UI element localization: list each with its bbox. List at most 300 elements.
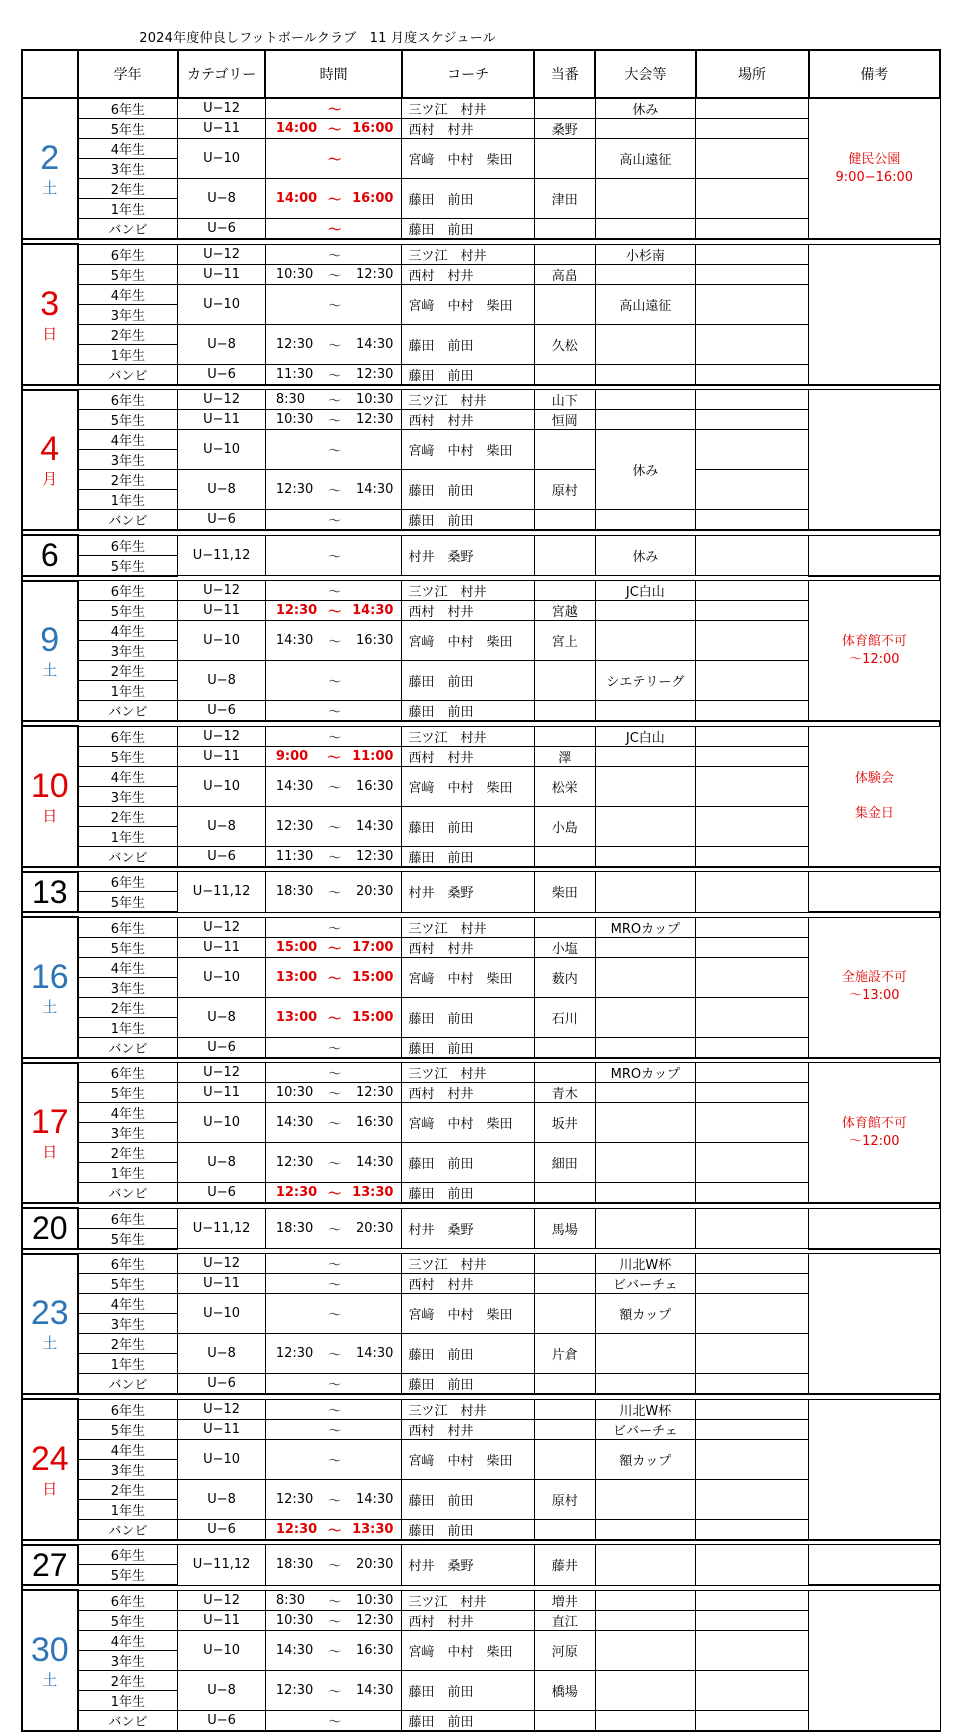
place-cell: [696, 806, 809, 846]
event-cell: [595, 937, 695, 957]
schedule-row: [22, 244, 940, 264]
schedule-row: [22, 1630, 940, 1650]
duty-cell: [534, 1274, 595, 1294]
duty-cell: 久松: [534, 324, 595, 364]
day-number: 4: [40, 430, 60, 469]
notes-cell: [809, 1208, 940, 1249]
event-cell: [595, 390, 695, 410]
event-cell: 高山遠征: [595, 284, 695, 324]
notes-cell: [809, 1063, 940, 1204]
time-cell: [265, 621, 402, 661]
time-cell: [265, 98, 402, 119]
tilde-separator: 〜: [328, 780, 342, 796]
grade-cell: 6年生: [78, 1208, 178, 1228]
duty-cell: 原村: [534, 1479, 595, 1519]
place-cell: [696, 937, 809, 957]
event-cell: [595, 1479, 695, 1519]
grade-cell: 6年生: [78, 535, 178, 555]
category-cell: U−12: [178, 98, 266, 119]
start-time: 14:30: [275, 778, 314, 794]
event-cell: [595, 179, 695, 219]
time-cell: [265, 1037, 402, 1058]
tilde-separator: 〜: [328, 444, 342, 459]
grade-cell: 2年生: [78, 179, 178, 199]
time-cell: [265, 997, 402, 1037]
time-cell: [265, 937, 402, 957]
grade-cell: 6年生: [78, 726, 178, 746]
time-cell: [265, 806, 402, 846]
coach-cell: 三ツ江 村井: [402, 581, 534, 601]
day-cell: [22, 1399, 78, 1540]
category-cell: U−6: [178, 1374, 266, 1395]
tilde-separator: 〜: [328, 820, 342, 836]
tilde-separator: 〜: [328, 1308, 342, 1323]
category-cell: U−6: [178, 1183, 266, 1204]
tilde-separator: 〜: [328, 414, 342, 429]
place-cell: [696, 1143, 809, 1183]
grade-cell: 5年生: [78, 746, 178, 766]
start-time: 14:30: [275, 633, 314, 648]
schedule-row: [22, 1183, 940, 1204]
duty-cell: 松栄: [534, 766, 595, 806]
coach-cell: 宮﨑 中村 柴田: [402, 957, 534, 997]
event-cell: [595, 1037, 695, 1058]
schedule-row: [22, 1254, 940, 1274]
end-time: 14:30: [355, 336, 394, 352]
place-cell: [696, 1063, 809, 1083]
duty-cell: [534, 846, 595, 867]
tilde-separator: 〜: [328, 368, 342, 384]
place-cell: [696, 1183, 809, 1204]
place-cell: [696, 872, 809, 913]
category-cell: U−11: [178, 746, 266, 766]
place-cell: [696, 1083, 809, 1103]
schedule-body: [22, 98, 940, 1731]
end-time: 16:30: [355, 1115, 394, 1130]
category-cell: U−10: [178, 284, 266, 324]
end-time: 13:30: [352, 1185, 394, 1200]
schedule-row: [22, 284, 940, 304]
duty-cell: 青木: [534, 1083, 595, 1103]
coach-cell: 西村 村井: [402, 601, 534, 621]
tilde-separator: 〜: [328, 1614, 342, 1630]
category-cell: U−8: [178, 1143, 266, 1183]
event-cell: シエテリーグ: [595, 661, 695, 701]
coach-cell: 三ツ江 村井: [402, 1399, 534, 1419]
place-cell: [696, 470, 809, 510]
event-cell: [595, 324, 695, 364]
schedule-row: [22, 364, 940, 385]
coach-cell: 三ツ江 村井: [402, 244, 534, 264]
duty-cell: [534, 701, 595, 722]
category-cell: U−11,12: [178, 535, 266, 576]
grade-cell: 2年生: [78, 1143, 178, 1163]
grade-cell: 1年生: [78, 1499, 178, 1519]
schedule-row: [22, 601, 940, 621]
category-cell: U−8: [178, 1479, 266, 1519]
start-time: 11:30: [275, 848, 314, 864]
category-cell: U−12: [178, 726, 266, 746]
place-cell: [696, 601, 809, 621]
coach-cell: 三ツ江 村井: [402, 1590, 534, 1610]
coach-cell: 藤田 前田: [402, 324, 534, 364]
coach-cell: 宮﨑 中村 柴田: [402, 1294, 534, 1334]
category-cell: U−10: [178, 1294, 266, 1334]
time-cell: [265, 1710, 402, 1731]
end-time: 20:30: [355, 1557, 394, 1573]
time-cell: [265, 1399, 402, 1419]
duty-cell: 細田: [534, 1143, 595, 1183]
end-time: 10:30: [355, 1592, 394, 1608]
schedule-row: [22, 1590, 940, 1610]
grade-cell: 3年生: [78, 1123, 178, 1143]
end-time: 12:30: [355, 1085, 394, 1100]
duty-cell: 山下: [534, 390, 595, 410]
tilde-separator: 〜: [328, 1157, 342, 1172]
coach-cell: 藤田 前田: [402, 1670, 534, 1710]
event-cell: 額カップ: [595, 1439, 695, 1479]
grade-cell: 4年生: [78, 1439, 178, 1459]
event-cell: [595, 1610, 695, 1630]
end-time: 16:30: [355, 633, 394, 648]
grade-cell: 3年生: [78, 641, 178, 661]
schedule-row: [22, 846, 940, 867]
event-cell: [595, 846, 695, 867]
event-cell: [595, 766, 695, 806]
event-cell: 額カップ: [595, 1294, 695, 1334]
event-cell: [595, 1670, 695, 1710]
schedule-row: [22, 997, 940, 1017]
duty-cell: 薮内: [534, 957, 595, 997]
category-cell: U−11,12: [178, 1545, 266, 1586]
time-cell: [265, 601, 402, 621]
time-cell: [265, 1063, 402, 1083]
schedule-row: [22, 470, 940, 490]
schedule-row: [22, 726, 940, 746]
schedule-row: [22, 1294, 940, 1314]
schedule-row: [22, 1610, 940, 1630]
time-cell: [265, 324, 402, 364]
end-time: 17:00: [352, 939, 394, 955]
tilde-separator: 〜: [328, 1222, 342, 1238]
place-cell: [696, 535, 809, 576]
place-cell: [696, 1208, 809, 1249]
coach-cell: 藤田 前田: [402, 179, 534, 219]
grade-cell: 6年生: [78, 1590, 178, 1610]
schedule-row: [22, 1374, 940, 1395]
event-cell: 川北W杯: [595, 1254, 695, 1274]
end-time: 16:00: [352, 191, 394, 206]
place-cell: [696, 581, 809, 601]
place-cell: [696, 179, 809, 219]
end-time: 12:30: [355, 266, 394, 282]
duty-cell: [534, 1710, 595, 1731]
tilde-separator: 〜: [328, 635, 342, 650]
grade-cell: 5年生: [78, 1565, 178, 1586]
notes-cell: [809, 1399, 940, 1540]
grade-cell: バンビ: [78, 1183, 178, 1204]
schedule-row: [22, 1419, 940, 1439]
category-cell: U−12: [178, 1063, 266, 1083]
event-cell: MROカップ: [595, 917, 695, 937]
time-cell: [265, 1545, 402, 1586]
header-time: 時間: [265, 50, 402, 98]
coach-cell: 村井 桑野: [402, 1208, 534, 1249]
place-cell: [696, 1439, 809, 1479]
time-cell: [265, 179, 402, 219]
day-of-week: 土: [42, 179, 58, 197]
tilde-separator: 〜: [328, 1559, 342, 1575]
schedule-row: [22, 701, 940, 722]
schedule-row: [22, 324, 940, 344]
event-cell: 小杉南: [595, 244, 695, 264]
end-time: 10:30: [355, 392, 394, 407]
duty-cell: 柴田: [534, 872, 595, 913]
time-cell: [265, 244, 402, 264]
grade-cell: バンビ: [78, 510, 178, 531]
grade-cell: 2年生: [78, 470, 178, 490]
category-cell: U−6: [178, 364, 266, 385]
schedule-row: [22, 1103, 940, 1123]
time-cell: [265, 139, 402, 179]
day-number: 3: [40, 284, 60, 323]
tilde-separator: 〜: [328, 123, 342, 138]
grade-cell: 4年生: [78, 1294, 178, 1314]
coach-cell: 藤田 前田: [402, 219, 534, 240]
day-number: 17: [30, 1103, 69, 1142]
place-cell: [696, 98, 809, 119]
end-time: 20:30: [355, 1220, 394, 1236]
duty-cell: 津田: [534, 179, 595, 219]
day-of-week: 土: [42, 661, 58, 680]
day-number: 30: [30, 1630, 69, 1669]
grade-cell: 4年生: [78, 766, 178, 786]
place-cell: [696, 997, 809, 1037]
duty-cell: 宮越: [534, 601, 595, 621]
duty-cell: 恒岡: [534, 410, 595, 430]
grade-cell: 2年生: [78, 806, 178, 826]
schedule-row: [22, 621, 940, 641]
event-cell: 高山遠征: [595, 139, 695, 179]
category-cell: U−11: [178, 1274, 266, 1294]
category-cell: U−11: [178, 601, 266, 621]
grade-cell: 4年生: [78, 621, 178, 641]
tilde-separator: 〜: [328, 1594, 342, 1610]
grade-cell: バンビ: [78, 1519, 178, 1540]
tilde-separator: 〜: [327, 750, 341, 766]
notes-text: 体育館不可 〜12:00: [841, 633, 907, 667]
tilde-separator: 〜: [328, 850, 342, 866]
event-cell: MROカップ: [595, 1063, 695, 1083]
category-cell: U−12: [178, 244, 266, 264]
start-time: 12:30: [275, 482, 314, 497]
place-cell: [696, 324, 809, 364]
schedule-title: 2024年度仲良しフットボールクラブ 11 月度スケジュール: [139, 31, 496, 46]
grade-cell: バンビ: [78, 219, 178, 240]
coach-cell: 藤田 前田: [402, 470, 534, 510]
tilde-separator: 〜: [328, 886, 342, 902]
category-cell: U−8: [178, 1670, 266, 1710]
time-cell: [265, 264, 402, 284]
grade-cell: 2年生: [78, 1670, 178, 1690]
category-cell: U−8: [178, 324, 266, 364]
end-time: 16:30: [355, 778, 394, 794]
grade-cell: 4年生: [78, 1630, 178, 1650]
start-time: 10:30: [275, 412, 314, 427]
duty-cell: [534, 1439, 595, 1479]
start-time: 12:30: [275, 1346, 314, 1361]
grade-cell: 4年生: [78, 139, 178, 159]
place-cell: [696, 746, 809, 766]
grade-cell: 1年生: [78, 1017, 178, 1037]
time-cell: [265, 1630, 402, 1670]
start-time: 14:30: [275, 1115, 314, 1130]
event-cell: [595, 806, 695, 846]
schedule-row: [22, 179, 940, 199]
duty-cell: [534, 1183, 595, 1204]
schedule-row: [22, 1710, 940, 1731]
time-cell: [265, 1590, 402, 1610]
day-of-week: 日: [42, 1479, 58, 1498]
place-cell: [696, 1610, 809, 1630]
place-cell: [696, 1374, 809, 1395]
duty-cell: [534, 1063, 595, 1083]
start-time: 12:30: [275, 336, 314, 352]
coach-cell: 西村 村井: [402, 1610, 534, 1630]
schedule-row: [22, 410, 940, 430]
end-time: 14:30: [355, 1682, 394, 1698]
duty-cell: 藤井: [534, 1545, 595, 1586]
duty-cell: 宮上: [534, 621, 595, 661]
time-cell: [265, 1208, 402, 1249]
place-cell: [696, 119, 809, 139]
grade-cell: バンビ: [78, 846, 178, 867]
duty-cell: 原村: [534, 470, 595, 510]
time-cell: [265, 746, 402, 766]
grade-cell: 5年生: [78, 119, 178, 139]
duty-cell: [534, 1254, 595, 1274]
tilde-separator: 〜: [328, 298, 342, 314]
category-cell: U−10: [178, 430, 266, 470]
coach-cell: 宮﨑 中村 柴田: [402, 139, 534, 179]
category-cell: U−6: [178, 701, 266, 722]
schedule-row: [22, 746, 940, 766]
duty-cell: 直江: [534, 1610, 595, 1630]
event-cell: JC白山: [595, 581, 695, 601]
category-cell: U−6: [178, 510, 266, 531]
schedule-row: [22, 430, 940, 450]
time-cell: [265, 430, 402, 470]
day-cell: [22, 98, 78, 239]
place-cell: [696, 430, 809, 470]
start-time: 12:30: [275, 1521, 318, 1537]
time-cell: [265, 470, 402, 510]
category-cell: U−8: [178, 1334, 266, 1374]
time-cell: [265, 661, 402, 701]
time-cell: [265, 1439, 402, 1479]
schedule-row: [22, 390, 940, 410]
coach-cell: 三ツ江 村井: [402, 917, 534, 937]
tilde-separator: 〜: [328, 1684, 342, 1700]
notes-cell: [809, 581, 940, 722]
category-cell: U−8: [178, 470, 266, 510]
schedule-row: [22, 661, 940, 681]
end-time: 14:30: [355, 482, 394, 497]
tilde-separator: 〜: [328, 248, 342, 264]
schedule-row: [22, 1670, 940, 1690]
event-cell: [595, 1083, 695, 1103]
grade-cell: バンビ: [78, 1037, 178, 1058]
time-cell: [265, 535, 402, 576]
grade-cell: 4年生: [78, 430, 178, 450]
place-cell: [696, 701, 809, 722]
grade-cell: 3年生: [78, 786, 178, 806]
duty-cell: 馬場: [534, 1208, 595, 1249]
grade-cell: 6年生: [78, 1063, 178, 1083]
duty-cell: 河原: [534, 1630, 595, 1670]
tilde-separator: 〜: [328, 223, 342, 238]
day-number: 13: [31, 873, 68, 910]
grade-cell: 6年生: [78, 244, 178, 264]
tilde-separator: 〜: [328, 1187, 342, 1202]
day-of-week: 月: [42, 470, 58, 489]
category-cell: U−8: [178, 997, 266, 1037]
coach-cell: 藤田 前田: [402, 1183, 534, 1204]
grade-cell: 1年生: [78, 1354, 178, 1374]
category-cell: U−11,12: [178, 872, 266, 913]
event-cell: [595, 1710, 695, 1731]
grade-cell: 1年生: [78, 1690, 178, 1710]
coach-cell: 藤田 前田: [402, 661, 534, 701]
grade-cell: 6年生: [78, 98, 178, 119]
time-cell: [265, 284, 402, 324]
category-cell: U−6: [178, 1519, 266, 1540]
start-time: 8:30: [275, 1592, 306, 1608]
category-cell: U−6: [178, 1710, 266, 1731]
start-time: 12:30: [275, 1491, 314, 1507]
time-cell: [265, 1143, 402, 1183]
end-time: 15:00: [352, 1009, 394, 1025]
duty-cell: [534, 430, 595, 470]
category-cell: U−11: [178, 1083, 266, 1103]
schedule-row: [22, 1399, 940, 1419]
time-cell: [265, 957, 402, 997]
schedule-row: [22, 1545, 940, 1565]
duty-cell: 増井: [534, 1590, 595, 1610]
coach-cell: 西村 村井: [402, 410, 534, 430]
coach-cell: 宮﨑 中村 柴田: [402, 1439, 534, 1479]
time-cell: [265, 917, 402, 937]
place-cell: [696, 726, 809, 746]
place-cell: [696, 244, 809, 264]
place-cell: [696, 1294, 809, 1334]
coach-cell: 三ツ江 村井: [402, 390, 534, 410]
start-time: 10:30: [275, 266, 314, 282]
grade-cell: 5年生: [78, 937, 178, 957]
grade-cell: 6年生: [78, 1254, 178, 1274]
coach-cell: 藤田 前田: [402, 1479, 534, 1519]
place-cell: [696, 1630, 809, 1670]
category-cell: U−8: [178, 179, 266, 219]
start-time: 10:30: [275, 1612, 314, 1628]
duty-cell: [534, 1399, 595, 1419]
start-time: 15:00: [275, 939, 318, 955]
time-cell: [265, 1294, 402, 1334]
coach-cell: 藤田 前田: [402, 364, 534, 385]
coach-cell: 西村 村井: [402, 1083, 534, 1103]
day-number: 20: [31, 1210, 68, 1247]
grade-cell: 1年生: [78, 344, 178, 364]
